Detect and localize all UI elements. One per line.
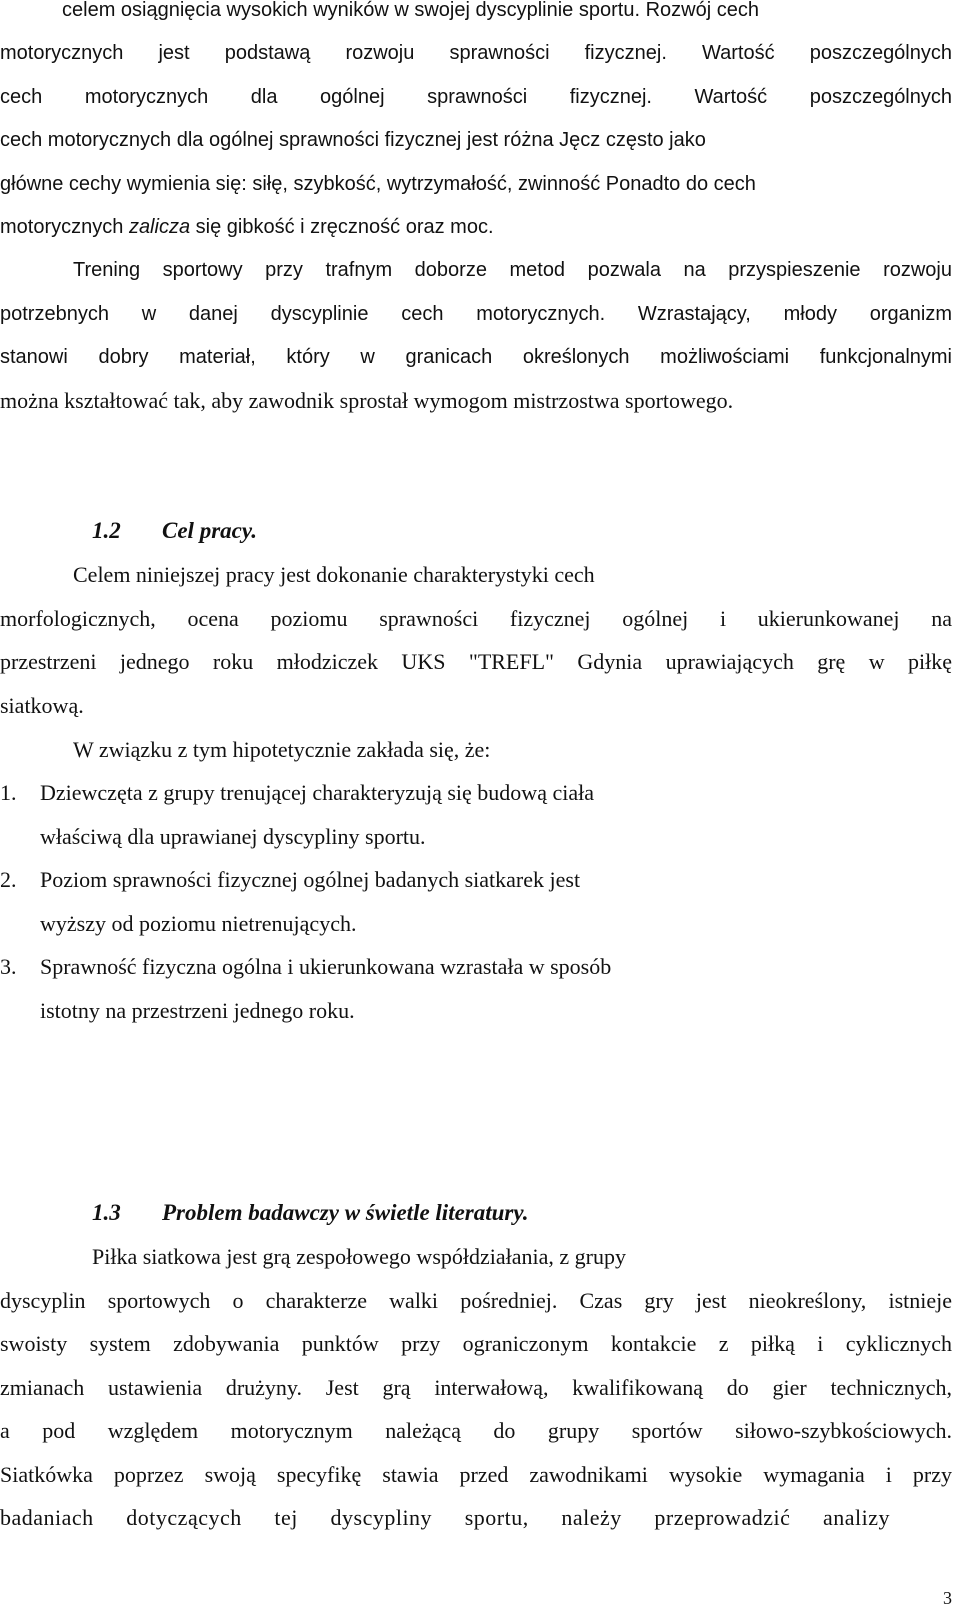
list-text: Sprawność fizyczna ogólna i ukierunkowana wzrastała w sposób (40, 954, 612, 979)
text-line: stanowi dobry materiał, który w granicach określonych możliwościami funkcjonalnymi (0, 346, 952, 368)
text-line: główne cechy wymienia się: siłę, szybkość, wytrzymałość, zwinność Ponadto do cech (0, 173, 756, 195)
text-line: badaniach dotyczących tej dyscypliny sportu, należy przeprowadzić analizy (0, 1505, 890, 1530)
text-line: cech motorycznych dla ogólnej sprawności fizycznej. Wartość poszczególnych (0, 86, 952, 108)
text-line: potrzebnych w danej dyscyplinie cech motorycznych. Wzrastający, młody organizm (0, 303, 952, 325)
section-heading-1-2 (92, 518, 960, 544)
text-line: dyscyplin sportowych o charakterze walki pośredniej. Czas gry jest nieokreślony, istnieje (0, 1288, 952, 1313)
list-item (0, 867, 960, 893)
italic-word: zalicza (128, 216, 191, 238)
list-number: 2. (0, 867, 17, 892)
text-span: się gibkość i zręczność oraz moc. (190, 216, 494, 238)
text-line: Piłka siatkowa jest grą zespołowego współdziałania, z grupy (92, 1244, 626, 1269)
text-line: a pod względem motorycznym należącą do grupy sportów siłowo-szybkościowych. (0, 1418, 952, 1443)
section-number: 1.3 (92, 1200, 121, 1225)
text-line: można kształtować tak, aby zawodnik sprostał wymogom mistrzostwa sportowego. (0, 388, 734, 413)
list-item-continuation: właściwą dla uprawianej dyscypliny sportu. (40, 824, 426, 849)
text-line: W związku z tym hipotetycznie zakłada się, że: (73, 737, 491, 762)
section-title: Cel pracy. (162, 518, 257, 543)
list-item-continuation: istotny na przestrzeni jednego roku. (40, 998, 355, 1023)
text-line: Trening sportowy przy trafnym doborze metod pozwala na przyspieszenie rozwoju (73, 259, 952, 281)
list-item (0, 954, 960, 980)
page-number: 3 (943, 1588, 952, 1608)
list-text: Dziewczęta z grupy trenującej charakteryzują się budową ciała (40, 780, 594, 805)
text-line: siatkową. (0, 693, 84, 718)
text-line: zmianach ustawienia drużyny. Jest grą interwałową, kwalifikowaną do gier technicznych, (0, 1375, 952, 1400)
section-heading-1-3 (92, 1200, 960, 1226)
text-line: motorycznych jest podstawą rozwoju sprawności fizycznej. Wartość poszczególnych (0, 42, 952, 64)
text-line: Siatkówka poprzez swoją specyfikę stawia przed zawodnikami wysokie wymagania i przy (0, 1462, 952, 1487)
section-number: 1.2 (92, 518, 121, 543)
text-line: morfologicznych, ocena poziomu sprawności fizycznej ogólnej i ukierunkowanej na (0, 606, 952, 631)
text-line (0, 214, 960, 240)
list-number: 3. (0, 954, 17, 979)
list-item-continuation: wyższy od poziomu nietrenujących. (40, 911, 357, 936)
list-item (0, 780, 960, 806)
list-text: Poziom sprawności fizycznej ogólnej badanych siatkarek jest (40, 867, 581, 892)
list-number: 1. (0, 780, 17, 805)
text-span: motorycznych (0, 216, 129, 238)
text-line: przestrzeni jednego roku młodziczek UKS "TREFL" Gdynia uprawiających grę w piłkę (0, 649, 952, 674)
text-line: celem osiągnięcia wysokich wyników w swojej dyscyplinie sportu. Rozwój cech (62, 0, 759, 21)
text-line: cech motorycznych dla ogólnej sprawności fizycznej jest różna Jęcz często jako (0, 129, 706, 151)
section-title: Problem badawczy w świetle literatury. (162, 1200, 529, 1225)
text-line: Celem niniejszej pracy jest dokonanie charakterystyki cech (73, 562, 595, 587)
text-line: swoisty system zdobywania punktów przy ograniczonym kontakcie z piłką i cyklicznych (0, 1331, 952, 1356)
